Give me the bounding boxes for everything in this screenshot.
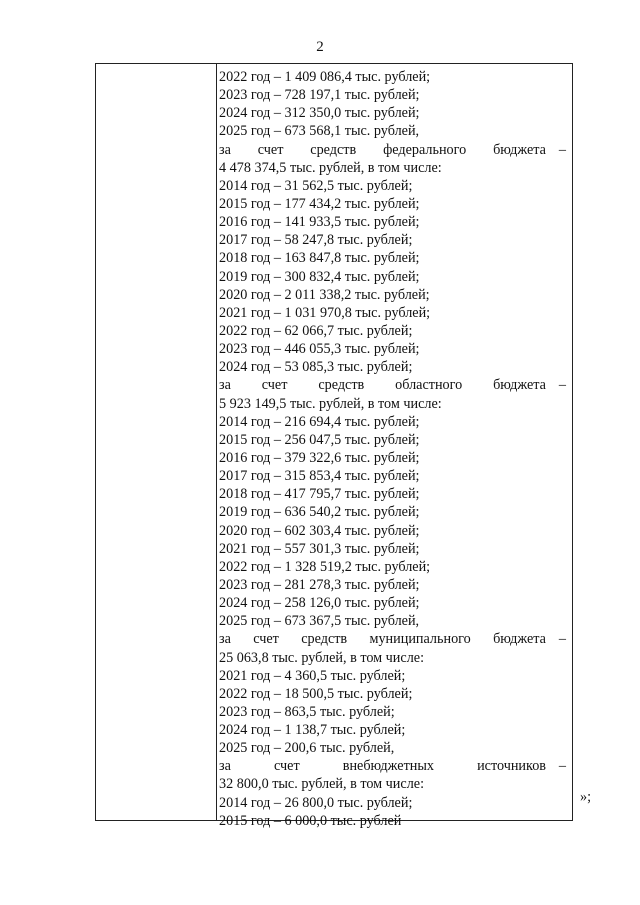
word: за <box>219 377 231 394</box>
text-line: 2015 год – 6 000,0 тыс. рублей <box>219 812 402 829</box>
word: за <box>219 141 231 158</box>
word: за <box>219 631 231 648</box>
text-line: 2022 год – 18 500,5 тыс. рублей; <box>219 685 413 702</box>
text-line: 25 063,8 тыс. рублей, в том числе: <box>219 649 425 666</box>
text-line: 2024 год – 53 085,3 тыс. рублей; <box>219 359 413 376</box>
text-line: 2016 год – 379 322,6 тыс. рублей; <box>219 449 420 466</box>
text-line: 2019 год – 636 540,2 тыс. рублей; <box>219 504 420 521</box>
text-line: 2018 год – 417 795,7 тыс. рублей; <box>219 486 420 503</box>
funding-text-cell <box>219 68 566 830</box>
text-line: 2014 год – 26 800,0 тыс. рублей; <box>219 794 413 811</box>
funding-table <box>95 63 573 829</box>
text-line: 2023 год – 281 278,3 тыс. рублей; <box>219 576 420 593</box>
text-line: 2016 год – 141 933,5 тыс. рублей; <box>219 214 420 231</box>
text-line: 2017 год – 315 853,4 тыс. рублей; <box>219 468 420 485</box>
justified-text-line <box>219 757 566 775</box>
line-end-dash: – <box>558 377 566 394</box>
text-line: 2017 год – 58 247,8 тыс. рублей; <box>219 232 413 249</box>
text-line: 2025 год – 673 367,5 тыс. рублей, <box>219 613 420 630</box>
text-line: 2024 год – 258 126,0 тыс. рублей; <box>219 595 420 612</box>
word: счет <box>253 631 279 648</box>
closing-quote-mark: »; <box>580 789 592 805</box>
word: средств <box>301 631 348 648</box>
text-line: 2021 год – 557 301,3 тыс. рублей; <box>219 540 420 557</box>
text-line: 2015 год – 177 434,2 тыс. рублей; <box>219 195 420 212</box>
text-line: 2023 год – 728 197,1 тыс. рублей; <box>219 87 420 104</box>
word: федерального <box>383 141 467 158</box>
justified-text-line <box>219 141 566 159</box>
column-divider <box>216 64 217 820</box>
justified-text-line <box>219 376 566 394</box>
text-line: 32 800,0 тыс. рублей, в том числе: <box>219 776 425 793</box>
text-line: 2024 год – 312 350,0 тыс. рублей; <box>219 105 420 122</box>
text-line: 5 923 149,5 тыс. рублей, в том числе: <box>219 395 442 412</box>
word: счет <box>257 141 284 158</box>
text-line: 2023 год – 446 055,3 тыс. рублей; <box>219 341 420 358</box>
text-line: 2025 год – 200,6 тыс. рублей, <box>219 740 395 757</box>
text-line: 2025 год – 673 568,1 тыс. рублей, <box>219 123 420 140</box>
word: бюджета <box>493 141 546 158</box>
word: средств <box>310 141 357 158</box>
word: бюджета <box>493 377 546 394</box>
text-line: 2019 год – 300 832,4 тыс. рублей; <box>219 268 420 285</box>
text-line: 2022 год – 1 328 519,2 тыс. рублей; <box>219 558 431 575</box>
justified-text-line <box>219 630 566 648</box>
word: счет <box>274 758 300 775</box>
text-line: 2014 год – 216 694,4 тыс. рублей; <box>219 413 420 430</box>
text-line: 2018 год – 163 847,8 тыс. рублей; <box>219 250 420 267</box>
text-line: 2015 год – 256 047,5 тыс. рублей; <box>219 431 420 448</box>
word: внебюджетных <box>342 758 434 775</box>
text-line: 2024 год – 1 138,7 тыс. рублей; <box>219 722 406 739</box>
line-end-dash: – <box>558 631 566 648</box>
word: средств <box>318 377 365 394</box>
text-line: 2020 год – 2 011 338,2 тыс. рублей; <box>219 286 430 303</box>
text-line: 2022 год – 1 409 086,4 тыс. рублей; <box>219 69 431 85</box>
page-number: 2 <box>316 39 324 55</box>
word: счет <box>261 377 288 394</box>
word: муниципального <box>369 631 471 648</box>
word: за <box>219 758 231 775</box>
text-line: 4 478 374,5 тыс. рублей, в том числе: <box>219 159 442 176</box>
text-line: 2023 год – 863,5 тыс. рублей; <box>219 703 395 720</box>
text-line: 2021 год – 1 031 970,8 тыс. рублей; <box>219 304 431 321</box>
line-end-dash: – <box>558 758 566 775</box>
text-line: 2020 год – 602 303,4 тыс. рублей; <box>219 522 420 539</box>
text-line: 2022 год – 62 066,7 тыс. рублей; <box>219 322 413 339</box>
text-line: 2021 год – 4 360,5 тыс. рублей; <box>219 667 406 684</box>
word: бюджета <box>493 631 546 648</box>
text-line: 2014 год – 31 562,5 тыс. рублей; <box>219 177 413 194</box>
word: источников <box>477 758 546 775</box>
line-end-dash: – <box>558 141 566 158</box>
word: областного <box>395 377 463 394</box>
